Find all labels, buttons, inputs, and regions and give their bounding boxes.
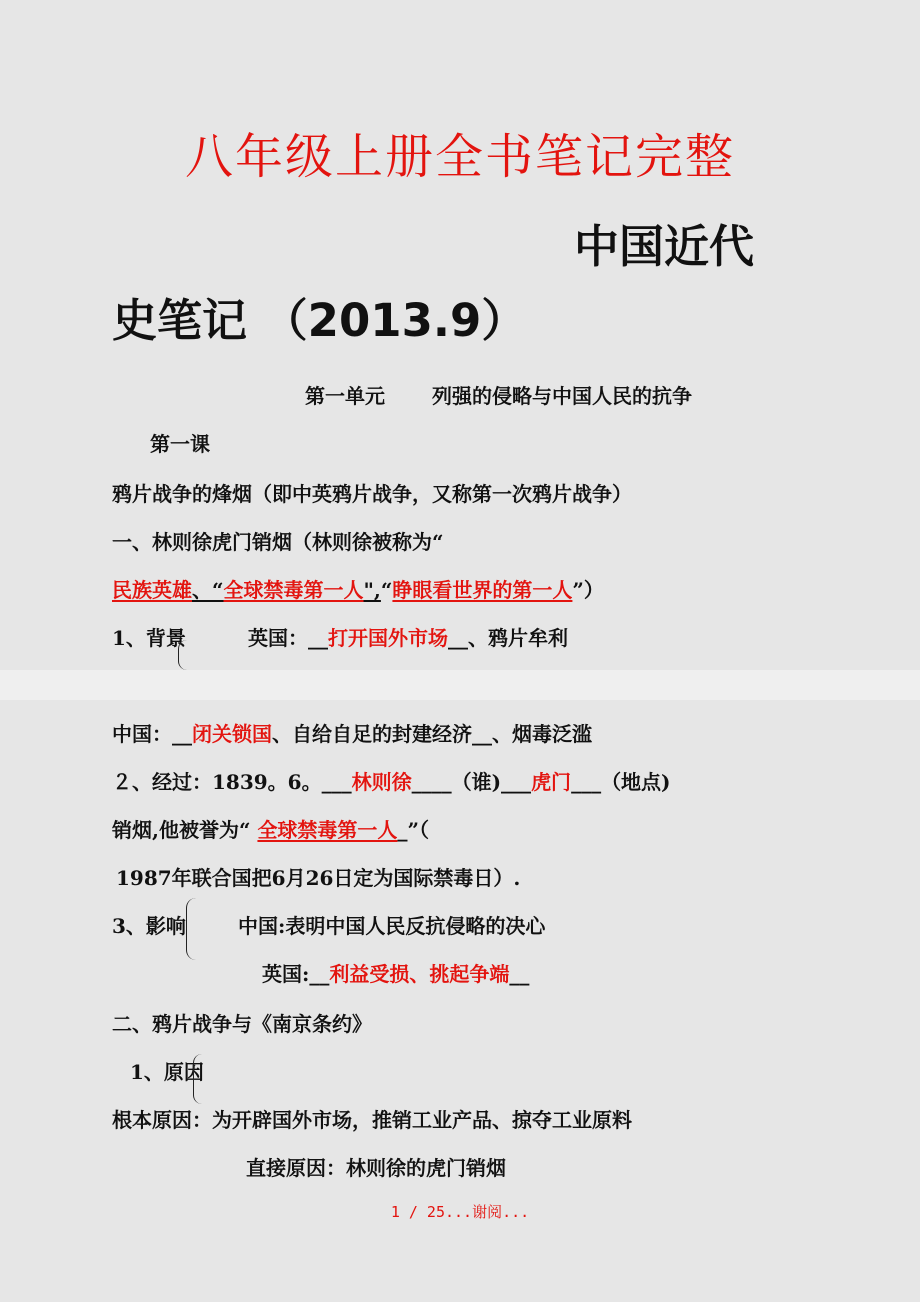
process-line2-prefix: 销烟,他被誉为“ (112, 818, 258, 842)
page-footer: 1 / 25...谢阅... (390, 1203, 530, 1221)
process-line-2 (112, 814, 429, 843)
honor-separator: 、 (192, 578, 212, 602)
unit-heading: 第一单元 列强的侵略与中国人民的抗争 (305, 384, 692, 408)
page-break-gap (0, 670, 920, 700)
honor-national-hero: 民族英雄 (112, 578, 192, 602)
process-line-3: 1987年联合国把6月26日定为国际禁毒日）. (116, 866, 521, 890)
honors-close: ”） (572, 578, 604, 602)
influence-england-suffix: __ (509, 962, 530, 986)
section1-heading: 一、林则徐虎门销烟（林则徐被称为“ (112, 530, 444, 554)
china-suffix: 、自给自足的封建经济__、烟毒泛滥 (272, 722, 592, 746)
lesson-heading: 第一课 (150, 432, 210, 456)
influence-england-answer: 利益受损、挑起争端 (329, 962, 510, 986)
process-line (112, 766, 671, 795)
china-prefix: 中国：__ (112, 722, 192, 746)
influence-label: 3、影响 (112, 914, 186, 938)
direct-reason: 直接原因：林则徐的虎门销烟 (246, 1156, 506, 1180)
honor-separator-2: ", (363, 578, 381, 602)
background-label: 1、背景 (112, 626, 186, 650)
process-prefix: ２、经过：1839。6。___ (112, 770, 352, 794)
lesson-title: 鸦片战争的烽烟（即中英鸦片战争，又称第一次鸦片战争） (112, 482, 632, 506)
process-line2-suffix: _”（ (397, 818, 429, 842)
process-who: 林则徐 (351, 770, 412, 794)
influence-brace (186, 898, 197, 960)
england-prefix: 英国：__ (248, 626, 328, 650)
process-mid: ____（谁)___ (411, 770, 532, 794)
background-china-line (112, 718, 592, 747)
background-brace (178, 640, 187, 670)
root-reason: 根本原因：为开辟国外市场，推销工业产品、掠夺工业原料 (112, 1108, 632, 1132)
process-line2-answer: 全球禁毒第一人 (257, 818, 398, 842)
subtitle-line-2: 史笔记 （2013.9） (112, 294, 527, 347)
honor-anti-drug: 全球禁毒第一人 (223, 578, 364, 602)
process-where: 虎门 (531, 770, 572, 794)
subtitle-line-1: 中国近代 (574, 220, 755, 273)
england-answer: 打开国外市场 (328, 626, 448, 650)
influence-china: 中国:表明中国人民反抗侵略的决心 (238, 914, 546, 938)
influence-england-prefix: 英国:__ (262, 962, 330, 986)
china-answer: 闭关锁国 (192, 722, 272, 746)
england-suffix: __、鸦片牟利 (448, 626, 568, 650)
process-suffix: ___（地点) (571, 770, 671, 794)
document-title: 八年级上册全书笔记完整 (184, 129, 735, 185)
honor-open-eyes: 睁眼看世界的第一人 (392, 578, 573, 602)
influence-england (262, 958, 529, 987)
background-england-line (248, 622, 568, 651)
reason-brace (193, 1054, 202, 1104)
section2-heading: 二、鸦片战争与《南京条约》 (112, 1012, 372, 1036)
reason-label: 1、原因 (130, 1060, 204, 1084)
quote-open-2: “ (380, 578, 393, 602)
quote-open: “ (212, 578, 224, 602)
section1-honors-line (112, 574, 604, 603)
